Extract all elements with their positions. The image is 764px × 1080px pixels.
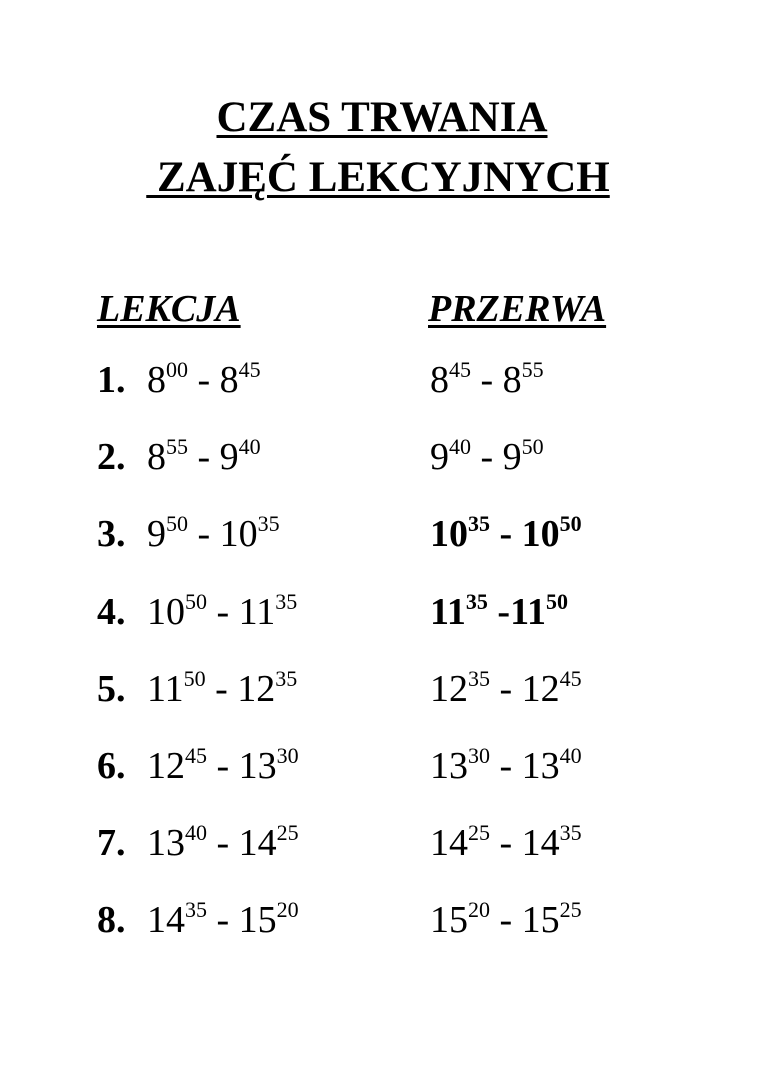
break-start-hour: 8	[430, 359, 449, 401]
break-start-hour: 15	[430, 899, 468, 942]
lesson-time	[147, 741, 299, 791]
break-end-hour: 8	[502, 359, 522, 401]
break-time	[430, 664, 582, 714]
break-end-minute: 40	[559, 743, 582, 768]
break-start-hour: 14	[430, 822, 468, 865]
break-start-hour: 9	[430, 436, 449, 479]
lesson-number: 8.	[97, 899, 126, 942]
lesson-separator: -	[188, 359, 220, 401]
lesson-separator: -	[188, 436, 220, 479]
break-separator: -	[490, 822, 522, 865]
lesson-separator: -	[207, 899, 239, 942]
lesson-end-minute: 35	[257, 511, 280, 537]
break-start-hour: 13	[430, 745, 468, 787]
break-end-minute: 50	[559, 511, 582, 537]
schedule-row	[0, 432, 764, 482]
break-end-minute: 50	[521, 434, 544, 460]
lesson-number: 3.	[97, 513, 126, 556]
break-end-minute: 25	[559, 897, 582, 923]
lesson-end-minute: 40	[238, 434, 261, 460]
lesson-number: 6.	[97, 745, 126, 787]
lesson-start-minute: 35	[185, 897, 207, 923]
lesson-start-hour: 11	[147, 667, 184, 710]
lesson-start-minute: 45	[185, 743, 207, 768]
lesson-time	[147, 818, 299, 868]
schedule-row	[0, 355, 764, 405]
lesson-number: 7.	[97, 822, 126, 865]
schedule-row	[0, 818, 764, 868]
lesson-separator: -	[207, 590, 239, 633]
break-start-hour: 11	[430, 590, 466, 633]
lesson-separator: -	[205, 667, 238, 710]
break-separator: -	[490, 667, 522, 710]
lesson-end-hour: 15	[238, 899, 277, 942]
break-separator: -	[490, 745, 522, 787]
break-start-minute: 20	[468, 897, 490, 923]
lesson-end-hour: 14	[238, 822, 277, 865]
lesson-start-hour: 13	[147, 822, 185, 865]
lesson-start-hour: 10	[147, 590, 185, 633]
break-time	[430, 509, 582, 559]
break-end-minute: 50	[545, 588, 568, 614]
lesson-time	[147, 895, 299, 945]
break-separator: -	[490, 513, 522, 556]
schedule-row	[0, 509, 764, 559]
break-separator: -	[471, 359, 503, 401]
break-separator: -	[471, 436, 503, 479]
break-separator: -	[487, 590, 511, 633]
break-time	[430, 818, 582, 868]
break-end-minute: 55	[521, 357, 544, 382]
break-separator: -	[490, 899, 522, 942]
lesson-time	[147, 432, 261, 482]
break-start-minute: 25	[468, 820, 490, 846]
lesson-start-minute: 50	[166, 511, 188, 537]
lesson-start-minute: 55	[166, 434, 188, 460]
lesson-separator: -	[207, 822, 239, 865]
lesson-end-hour: 10	[219, 513, 258, 556]
lesson-end-hour: 12	[237, 667, 276, 710]
lesson-end-hour: 13	[238, 745, 277, 787]
lesson-end-minute: 25	[276, 820, 299, 846]
break-start-minute: 35	[465, 588, 488, 614]
break-end-minute: 35	[559, 820, 582, 846]
lesson-start-minute: 40	[185, 820, 207, 846]
break-start-minute: 35	[468, 511, 490, 537]
break-end-hour: 15	[521, 899, 560, 942]
lesson-end-hour: 8	[219, 359, 239, 401]
break-start-minute: 45	[449, 357, 471, 382]
break-end-hour: 12	[521, 667, 560, 710]
page-title: CZAS TRWANIA	[216, 94, 548, 141]
lesson-time	[147, 587, 297, 637]
break-time	[430, 587, 568, 637]
lesson-time	[147, 355, 261, 405]
lesson-column-header: LEKCJA	[97, 288, 241, 330]
break-end-hour: 11	[510, 590, 546, 633]
break-end-hour: 13	[521, 745, 560, 787]
lesson-time	[147, 509, 280, 559]
lesson-end-minute: 45	[238, 357, 261, 382]
lesson-start-minute: 50	[183, 665, 206, 691]
lesson-end-minute: 20	[276, 897, 299, 923]
break-end-hour: 10	[521, 513, 560, 556]
lesson-end-hour: 11	[238, 590, 276, 633]
lesson-start-hour: 8	[147, 359, 166, 401]
lesson-number: 1.	[97, 359, 126, 401]
lesson-start-hour: 8	[147, 436, 166, 479]
lesson-number: 4.	[97, 590, 126, 633]
lesson-start-hour: 12	[147, 745, 185, 787]
lesson-end-minute: 35	[275, 665, 298, 691]
lesson-number: 5.	[97, 667, 126, 710]
lesson-start-minute: 50	[185, 588, 207, 614]
break-start-minute: 35	[468, 665, 490, 691]
lesson-separator: -	[207, 745, 239, 787]
lesson-end-hour: 9	[219, 436, 239, 479]
break-time	[430, 355, 544, 405]
break-end-minute: 45	[559, 665, 582, 691]
break-time	[430, 895, 582, 945]
lesson-end-minute: 30	[276, 743, 299, 768]
lesson-start-hour: 14	[147, 899, 185, 942]
lesson-separator: -	[188, 513, 220, 556]
lesson-time	[147, 664, 297, 714]
break-start-minute: 40	[449, 434, 471, 460]
break-start-hour: 10	[430, 513, 468, 556]
schedule-row	[0, 664, 764, 714]
schedule-row	[0, 741, 764, 791]
schedule-row	[0, 587, 764, 637]
lesson-start-minute: 00	[166, 357, 188, 382]
lesson-number: 2.	[97, 436, 126, 479]
page-subtitle: ZAJĘĆ LEKCYJNYCH	[146, 154, 610, 201]
schedule-row	[0, 895, 764, 945]
break-column-header: PRZERWA	[428, 288, 607, 330]
break-time	[430, 741, 582, 791]
break-end-hour: 14	[521, 822, 560, 865]
break-start-minute: 30	[468, 743, 490, 768]
break-end-hour: 9	[502, 436, 522, 479]
break-start-hour: 12	[430, 667, 468, 710]
break-time	[430, 432, 544, 482]
lesson-start-hour: 9	[147, 513, 166, 556]
lesson-end-minute: 35	[275, 588, 298, 614]
